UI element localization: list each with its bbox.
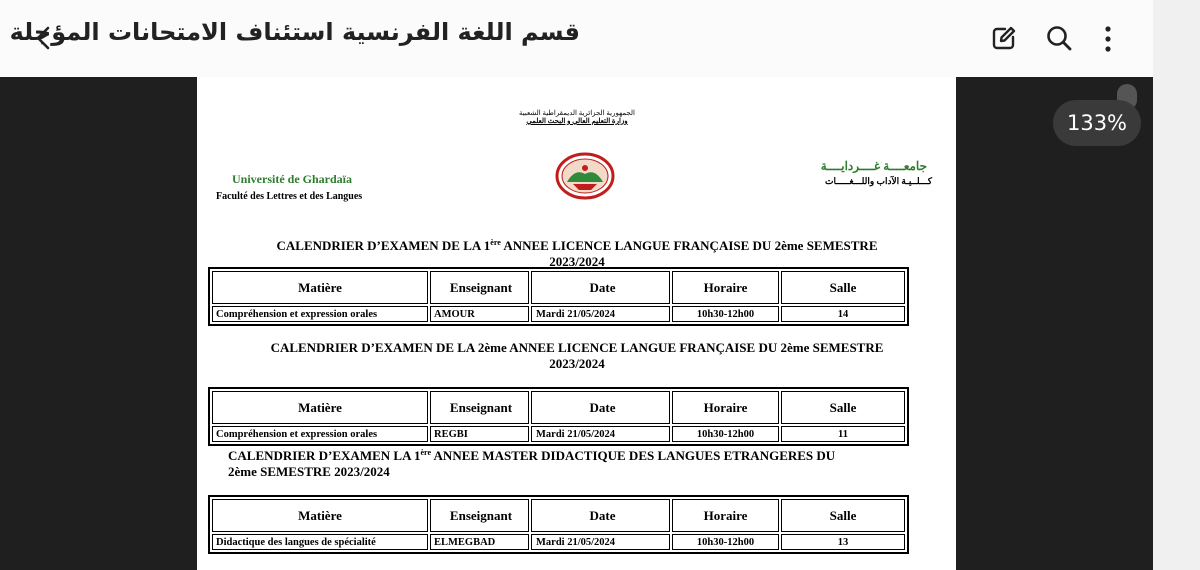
schedule-table-3 bbox=[208, 495, 909, 554]
table-header-row bbox=[212, 499, 905, 532]
cell-date: Mardi 21/05/2024 bbox=[531, 306, 670, 322]
col-salle: Salle bbox=[781, 499, 905, 532]
cell-salle: 11 bbox=[781, 426, 905, 442]
zoom-level-indicator: 133% bbox=[1053, 100, 1141, 146]
cell-salle: 14 bbox=[781, 306, 905, 322]
document-title: قسم اللغة الفرنسية استئناف الامتحانات المؤجلة bbox=[9, 18, 580, 46]
col-enseignant: Enseignant bbox=[430, 391, 529, 424]
col-date: Date bbox=[531, 499, 670, 532]
col-horaire: Horaire bbox=[672, 391, 779, 424]
col-date: Date bbox=[531, 271, 670, 304]
col-matiere: Matière bbox=[212, 499, 428, 532]
edit-icon[interactable] bbox=[988, 22, 1020, 54]
col-horaire: Horaire bbox=[672, 271, 779, 304]
cell-enseignant: AMOUR bbox=[430, 306, 529, 322]
section-2-heading: CALENDRIER D’EXAMEN DE LA 2ème ANNEE LICENCE LANGUE FRANÇAISE DU 2ème SEMESTRE 2023/2024 bbox=[270, 340, 884, 371]
col-enseignant: Enseignant bbox=[430, 271, 529, 304]
university-name-ar: جامعــــة غــــردايــــة bbox=[820, 159, 927, 173]
cell-enseignant: ELMEGBAD bbox=[430, 534, 529, 550]
cell-matiere: Compréhension et expression orales bbox=[212, 306, 428, 322]
table-header-row bbox=[212, 391, 905, 424]
col-matiere: Matière bbox=[212, 271, 428, 304]
right-edge bbox=[1153, 0, 1200, 570]
university-name-fr: Université de Ghardaïa bbox=[232, 172, 352, 186]
table-row bbox=[212, 306, 905, 322]
cell-date: Mardi 21/05/2024 bbox=[531, 534, 670, 550]
schedule-table-1 bbox=[208, 267, 909, 326]
table-header-row bbox=[212, 271, 905, 304]
ministry-header: الجمهورية الجزائرية الديمقراطية الشعبية وزارة التعليم العالي و البحث العلمي bbox=[519, 109, 635, 125]
col-enseignant: Enseignant bbox=[430, 499, 529, 532]
col-horaire: Horaire bbox=[672, 499, 779, 532]
cell-matiere: Didactique des langues de spécialité bbox=[212, 534, 428, 550]
schedule-table-2 bbox=[208, 387, 909, 446]
section-1-heading: CALENDRIER D’EXAMEN DE LA 1ère ANNEE LICENCE LANGUE FRANÇAISE DU 2ème SEMESTRE 2023/2024 bbox=[276, 238, 878, 269]
table-row bbox=[212, 426, 905, 442]
cell-horaire: 10h30-12h00 bbox=[672, 306, 779, 322]
document-page bbox=[197, 77, 956, 570]
cell-date: Mardi 21/05/2024 bbox=[531, 426, 670, 442]
cell-matiere: Compréhension et expression orales bbox=[212, 426, 428, 442]
col-matiere: Matière bbox=[212, 391, 428, 424]
cell-horaire: 10h30-12h00 bbox=[672, 426, 779, 442]
section-3-heading: CALENDRIER D’EXAMEN LA 1ère ANNEE MASTER DIDACTIQUE DES LANGUES ETRANGERES DU 2ème SEMESTRE 2023/2024 bbox=[228, 448, 836, 479]
faculty-name-fr: Faculté des Lettres et des Langues bbox=[216, 191, 363, 202]
cell-horaire: 10h30-12h00 bbox=[672, 534, 779, 550]
cell-salle: 13 bbox=[781, 534, 905, 550]
university-logo bbox=[555, 152, 615, 200]
col-salle: Salle bbox=[781, 391, 905, 424]
table-row bbox=[212, 534, 905, 550]
search-icon[interactable] bbox=[1043, 22, 1075, 54]
cell-enseignant: REGBI bbox=[430, 426, 529, 442]
more-vertical-icon[interactable] bbox=[1092, 22, 1124, 54]
app-bar bbox=[0, 0, 1153, 77]
faculty-name-ar: كـــلــيـة الآداب واللـــغـــــات bbox=[825, 176, 932, 186]
col-date: Date bbox=[531, 391, 670, 424]
col-salle: Salle bbox=[781, 271, 905, 304]
